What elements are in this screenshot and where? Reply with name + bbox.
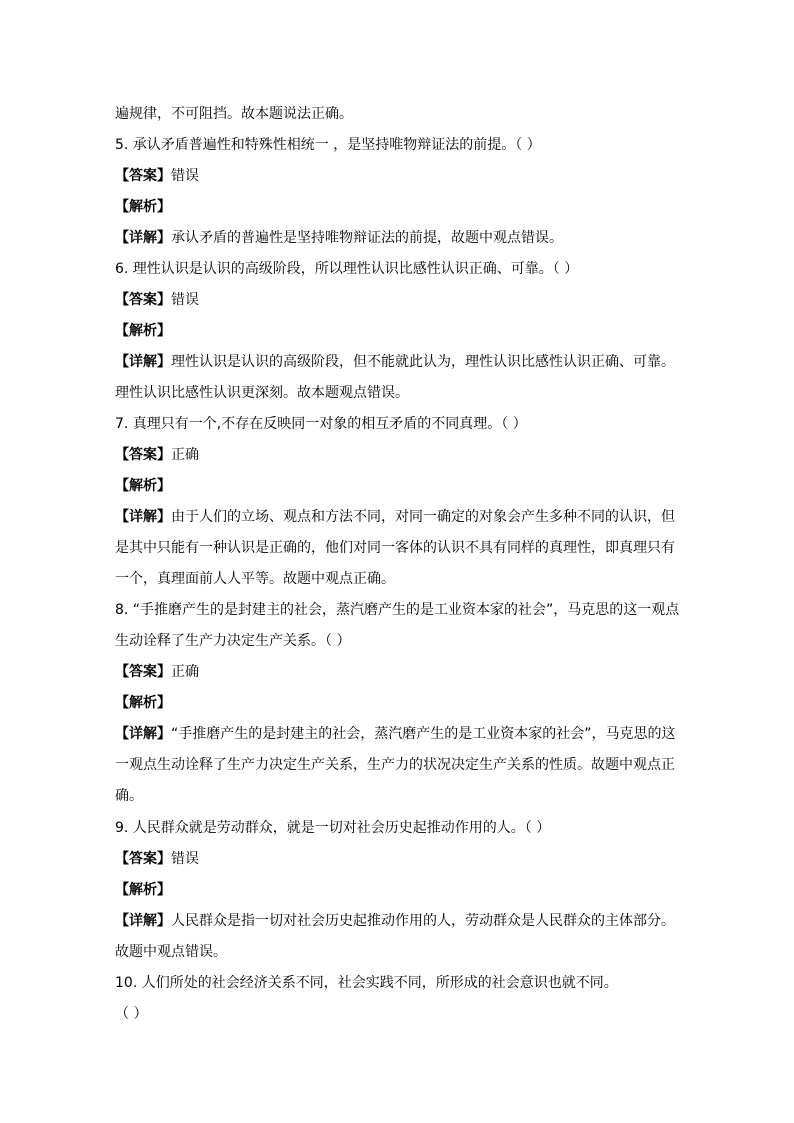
detail-label: 【详解】	[115, 354, 171, 370]
q9-answer: 错误	[171, 851, 199, 867]
q8-detail-line2: 一观点生动诠释了生产力决定生产关系，生产力的状况决定生产关系的性质。故题中观点正	[115, 757, 675, 773]
q6-analysis-row	[115, 321, 675, 341]
answer-label: 【答案】	[115, 664, 171, 680]
detail-label: 【详解】	[115, 509, 171, 525]
q10-answer-blank: （ ）	[115, 1006, 148, 1022]
q8-question-line1: 8. “手推磨产生的是封建主的社会，蒸汽磨产生的是工业资本家的社会”，马克思的这一观点	[115, 602, 680, 618]
analysis-label: 【解析】	[115, 478, 171, 494]
analysis-label: 【解析】	[115, 882, 171, 898]
q9-analysis-row	[115, 880, 675, 900]
q6-answer-row	[115, 290, 675, 310]
q5-detail-row	[115, 228, 675, 248]
detail-label: 【详解】	[115, 230, 171, 246]
q6-answer: 错误	[171, 292, 199, 308]
detail-label: 【详解】	[115, 726, 171, 742]
answer-label: 【答案】	[115, 447, 171, 463]
q5-question: 5. 承认矛盾普遍性和特殊性相统一 ，是坚持唯物辩证法的前提。（ ）	[115, 137, 541, 153]
q8-detail-row	[115, 724, 675, 744]
q5-detail: 承认矛盾的普遍性是坚持唯物辩证法的前提，故题中观点错误。	[171, 230, 563, 246]
q6-detail-line1: 理性认识是认识的高级阶段，但不能就此认为，理性认识比感性认识正确、可靠。	[171, 354, 675, 370]
q7-detail-line1: 由于人们的立场、观点和方法不同，对同一确定的对象会产生多种不同的认识，但	[171, 509, 675, 525]
q9-question: 9. 人民群众就是劳动群众，就是一切对社会历史起推动作用的人。（ ）	[115, 820, 551, 836]
answer-label: 【答案】	[115, 292, 171, 308]
q8-detail-line1: “手推磨产生的是封建主的社会，蒸汽磨产生的是工业资本家的社会”，马克思的这	[171, 726, 676, 742]
q4-detail-tail: 遍规律，不可阻挡。故本题说法正确。	[115, 106, 353, 122]
q5-answer: 错误	[171, 168, 199, 184]
analysis-label: 【解析】	[115, 323, 171, 339]
q9-answer-row	[115, 849, 675, 869]
q7-detail-line3: 一个，真理面前人人平等。故题中观点正确。	[115, 571, 395, 587]
q7-detail-row	[115, 507, 675, 527]
q9-detail-line1: 人民群众是指一切对社会历史起推动作用的人，劳动群众是人民群众的主体部分。	[171, 913, 675, 929]
analysis-label: 【解析】	[115, 199, 171, 215]
detail-label: 【详解】	[115, 913, 171, 929]
q8-analysis-row	[115, 693, 675, 713]
q7-analysis-row	[115, 476, 675, 496]
q7-answer-row	[115, 445, 675, 465]
q6-detail-row	[115, 352, 675, 372]
q9-detail-line2: 故题中观点错误。	[115, 944, 227, 960]
q8-answer-row	[115, 662, 675, 682]
q8-answer: 正确	[171, 664, 199, 680]
answer-label: 【答案】	[115, 168, 171, 184]
q7-question: 7. 真理只有一个,不存在反映同一对象的相互矛盾的不同真理。（ ）	[115, 416, 527, 432]
q9-detail-row	[115, 911, 675, 931]
q5-answer-row	[115, 166, 675, 186]
analysis-label: 【解析】	[115, 695, 171, 711]
q6-question: 6. 理性认识是认识的高级阶段，所以理性认识比感性认识正确、可靠。（ ）	[115, 261, 579, 277]
q10-question: 10. 人们所处的社会经济关系不同，社会实践不同，所形成的社会意识也就不同。	[115, 975, 618, 991]
q8-detail-line3: 确。	[115, 788, 143, 804]
q7-detail-line2: 是其中只能有一种认识是正确的，他们对同一客体的认识不具有同样的真理性，即真理只有	[115, 540, 675, 556]
q6-detail-line2: 理性认识比感性认识更深刻。故本题观点错误。	[115, 385, 409, 401]
q8-question-line2: 生动诠释了生产力决定生产关系。（ ）	[115, 633, 351, 649]
q7-answer: 正确	[171, 447, 199, 463]
answer-label: 【答案】	[115, 851, 171, 867]
q5-analysis-row	[115, 197, 675, 217]
